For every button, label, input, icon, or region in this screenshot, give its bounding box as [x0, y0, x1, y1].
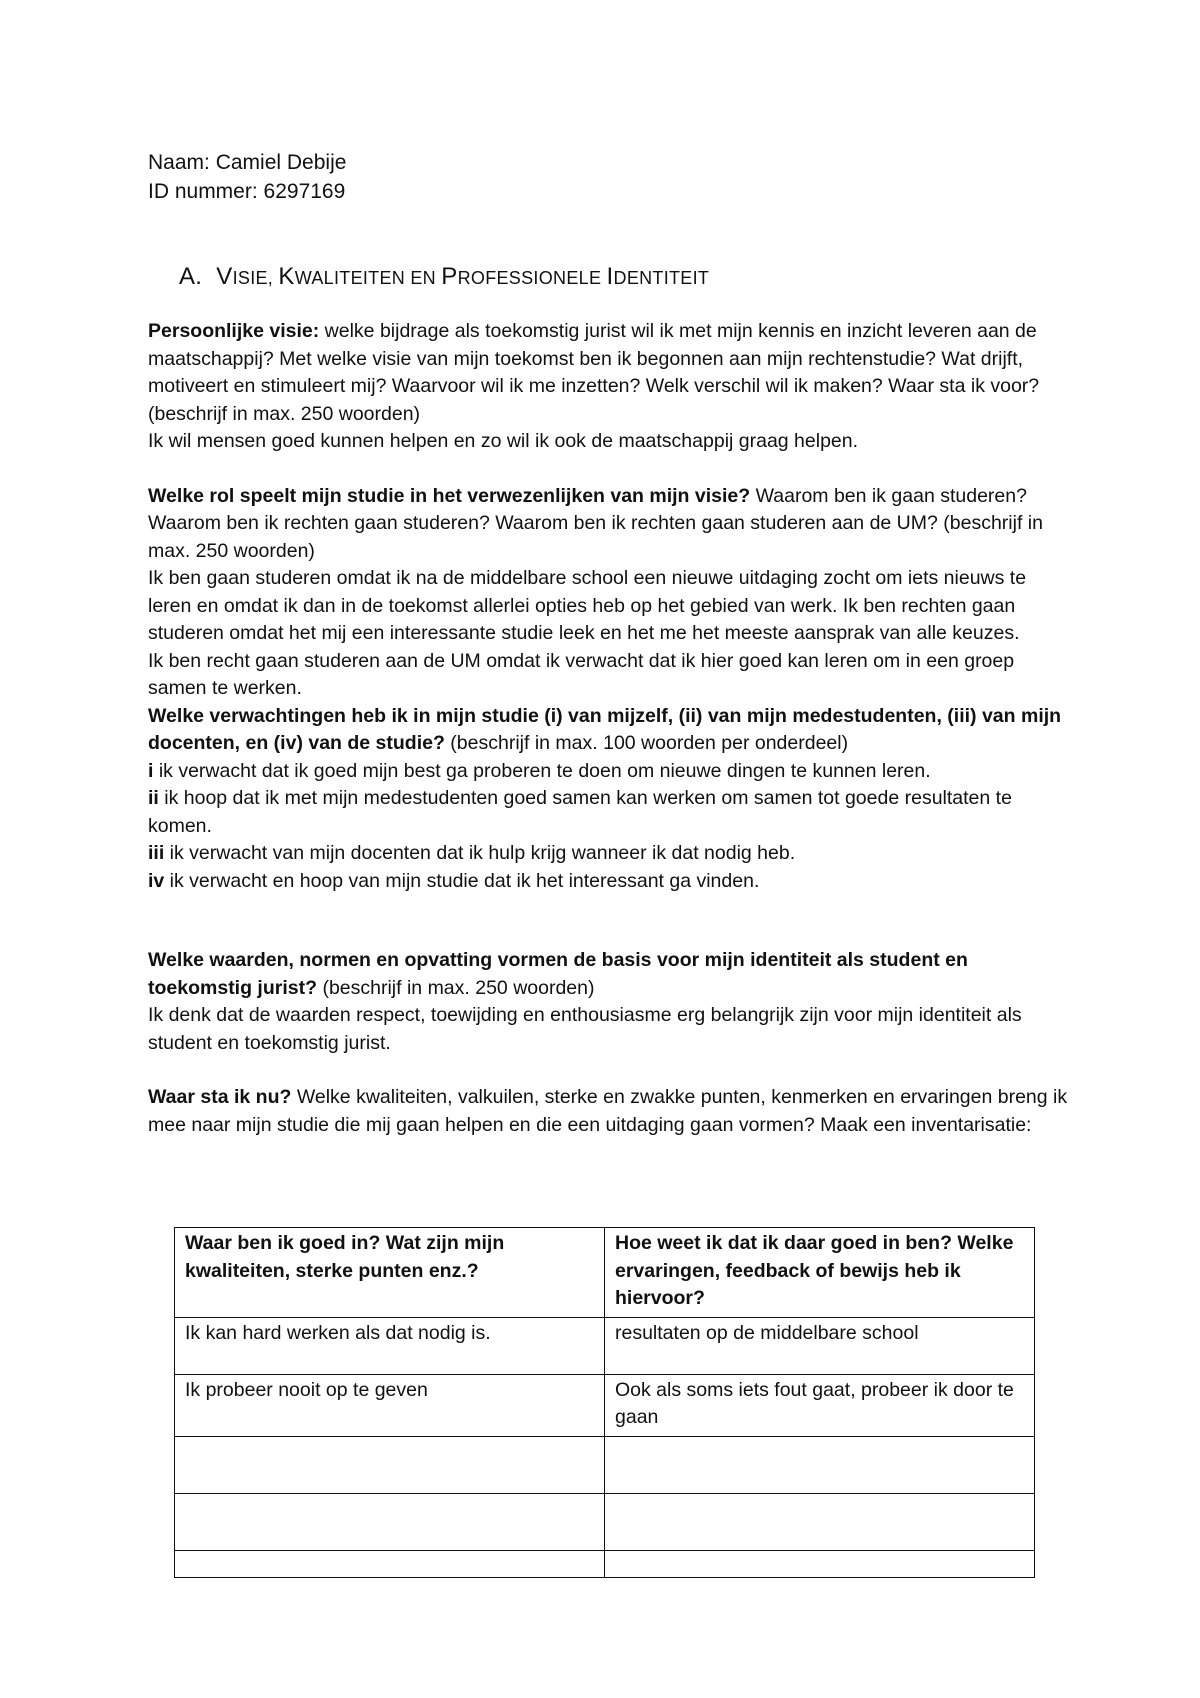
expectation-text: ik hoop dat ik met mijn medestudenten goed samen kan werken om samen tot goede resultaten te komen.: [148, 787, 1012, 837]
table-cell: [175, 1550, 605, 1577]
expectation-item: [148, 785, 1068, 840]
section-title-part: WALITEITEN EN: [294, 268, 442, 288]
table-header-text: Waar ben ik goed in? Wat zijn mijn kwaliteiten, sterke punten enz.?: [185, 1232, 505, 1282]
table-header-text: Hoe weet ik dat ik daar goed in ben? Welke ervaringen, feedback of bewijs heb ik hiervoor?: [615, 1232, 1014, 1309]
section-title-part: K: [278, 263, 295, 290]
name-line: [148, 148, 1068, 177]
expectation-item: [148, 840, 1068, 868]
question-expectations: [148, 703, 1068, 758]
document-content: [148, 148, 1068, 1139]
question-text: (beschrijf in max. 250 woorden): [317, 976, 595, 999]
table-row: [175, 1493, 1035, 1550]
question-text: Welke kwaliteiten, valkuilen, sterke en zwakke punten, kenmerken en ervaringen breng ik mee naar mijn studie die mij gaan helpen en die een uitdaging gaan vormen? Maak een inventarisatie:: [148, 1086, 1068, 1136]
answer-study-role-2: Ik ben recht gaan studeren aan de UM omdat ik verwacht dat ik hier goed kan leren om in een groep samen te werken.: [148, 649, 1015, 699]
table-header-row: [175, 1228, 1035, 1318]
section-title-part: P: [441, 263, 458, 290]
expectation-number: i: [148, 759, 154, 782]
question-label: Waar sta ik nu?: [148, 1086, 292, 1108]
question-label: Welke verwachtingen heb ik in mijn studie (i) van mijzelf, (ii) van mijn medestudenten, (iii) van mijn docenten, en (iv) van de studie?: [148, 704, 1062, 754]
table-row: [175, 1317, 1035, 1374]
id-label: ID nummer:: [148, 180, 258, 203]
inventory-table: [174, 1227, 1035, 1578]
table-row: [175, 1436, 1035, 1493]
question-label: Persoonlijke visie:: [148, 320, 320, 342]
section-heading: [179, 262, 1068, 293]
id-value: 6297169: [263, 180, 346, 203]
answer-personal-vision: Ik wil mensen goed kunnen helpen en zo wil ik ook de maatschappij graag helpen.: [148, 430, 859, 452]
question-study-role: [148, 483, 1068, 566]
section-title-part: I: [606, 263, 614, 290]
expectation-text: ik verwacht en hoop van mijn studie dat ik het interessant ga vinden.: [164, 869, 760, 892]
question-text: Waarom ben ik gaan studeren? Waarom ben ik rechten gaan studeren? Waarom ben ik rechten gaan studeren aan de UM? (beschrijf in max. 250 woorden): [148, 484, 1043, 562]
section-letter: A.: [179, 263, 203, 290]
question-text: welke bijdrage als toekomstig jurist wil ik met mijn kennis en inzicht leveren aan de maatschappij? Met welke visie van mijn toekomst ben ik begonnen aan mijn rechtenstudie? Wat drijft, motiveert en stimuleert mij? Waarvoor wil ik me inzetten? Welk verschil wil ik maken? Waar sta ik voor? (beschrijf in max. 250 woorden): [148, 320, 1040, 425]
table-header-cell: [175, 1228, 605, 1318]
table-cell: [175, 1436, 605, 1493]
table-cell: [175, 1493, 605, 1550]
table-cell: Ik kan hard werken als dat nodig is.: [175, 1317, 605, 1374]
answer-values: Ik denk dat de waarden respect, toewijding en enthousiasme erg belangrijk zijn voor mijn identiteit als student en toekomstig jurist.: [148, 1004, 1022, 1054]
expectation-text: ik verwacht van mijn docenten dat ik hulp krijg wanneer ik dat nodig heb.: [164, 842, 796, 864]
expectation-item: [148, 758, 1068, 786]
question-current-position: [148, 1084, 1068, 1139]
question-values: [148, 947, 1068, 1002]
table-cell: Ik probeer nooit op te geven: [175, 1374, 605, 1436]
table-cell: [605, 1493, 1035, 1550]
question-personal-vision: [148, 318, 1068, 428]
name-label: Naam:: [148, 151, 210, 174]
expectation-text: ik verwacht dat ik goed mijn best ga proberen te doen om nieuwe dingen te kunnen leren.: [153, 759, 931, 782]
expectation-number: ii: [148, 787, 159, 809]
answer-study-role-1: Ik ben gaan studeren omdat ik na de middelbare school een nieuwe uitdaging zocht om iets nieuws te leren en omdat ik dan in de toekomst allerlei opties heb op het gebied van werk. Ik ben rechten gaan studeren omdat het mij een interessante studie leek en het me het meeste aansprak van alle keuzes.: [148, 567, 1027, 644]
table-cell: [605, 1550, 1035, 1577]
table-row: [175, 1374, 1035, 1436]
table-cell: [605, 1436, 1035, 1493]
section-title-part: DENTITEIT: [613, 268, 710, 288]
question-text: (beschrijf in max. 100 woorden per onderdeel): [444, 732, 849, 754]
question-label: Welke rol speelt mijn studie in het verwezenlijken van mijn visie?: [148, 484, 751, 507]
section-title-part: ISIE,: [232, 268, 279, 288]
expectation-number: iii: [148, 842, 165, 864]
section-title-part: V: [216, 263, 233, 290]
table-header-cell: [605, 1228, 1035, 1318]
table-cell: Ook als soms iets fout gaat, probeer ik door te gaan: [605, 1374, 1035, 1436]
expectation-number: iv: [148, 869, 165, 892]
table-cell: resultaten op de middelbare school: [605, 1317, 1035, 1374]
id-line: [148, 177, 1068, 206]
table-row: [175, 1550, 1035, 1577]
question-label: Welke waarden, normen en opvatting vormen de basis voor mijn identiteit als student en toekomstig jurist?: [148, 949, 968, 999]
name-value: Camiel Debije: [215, 151, 347, 174]
section-title-part: ROFESSIONELE: [457, 268, 607, 288]
expectation-item: [148, 868, 1068, 896]
